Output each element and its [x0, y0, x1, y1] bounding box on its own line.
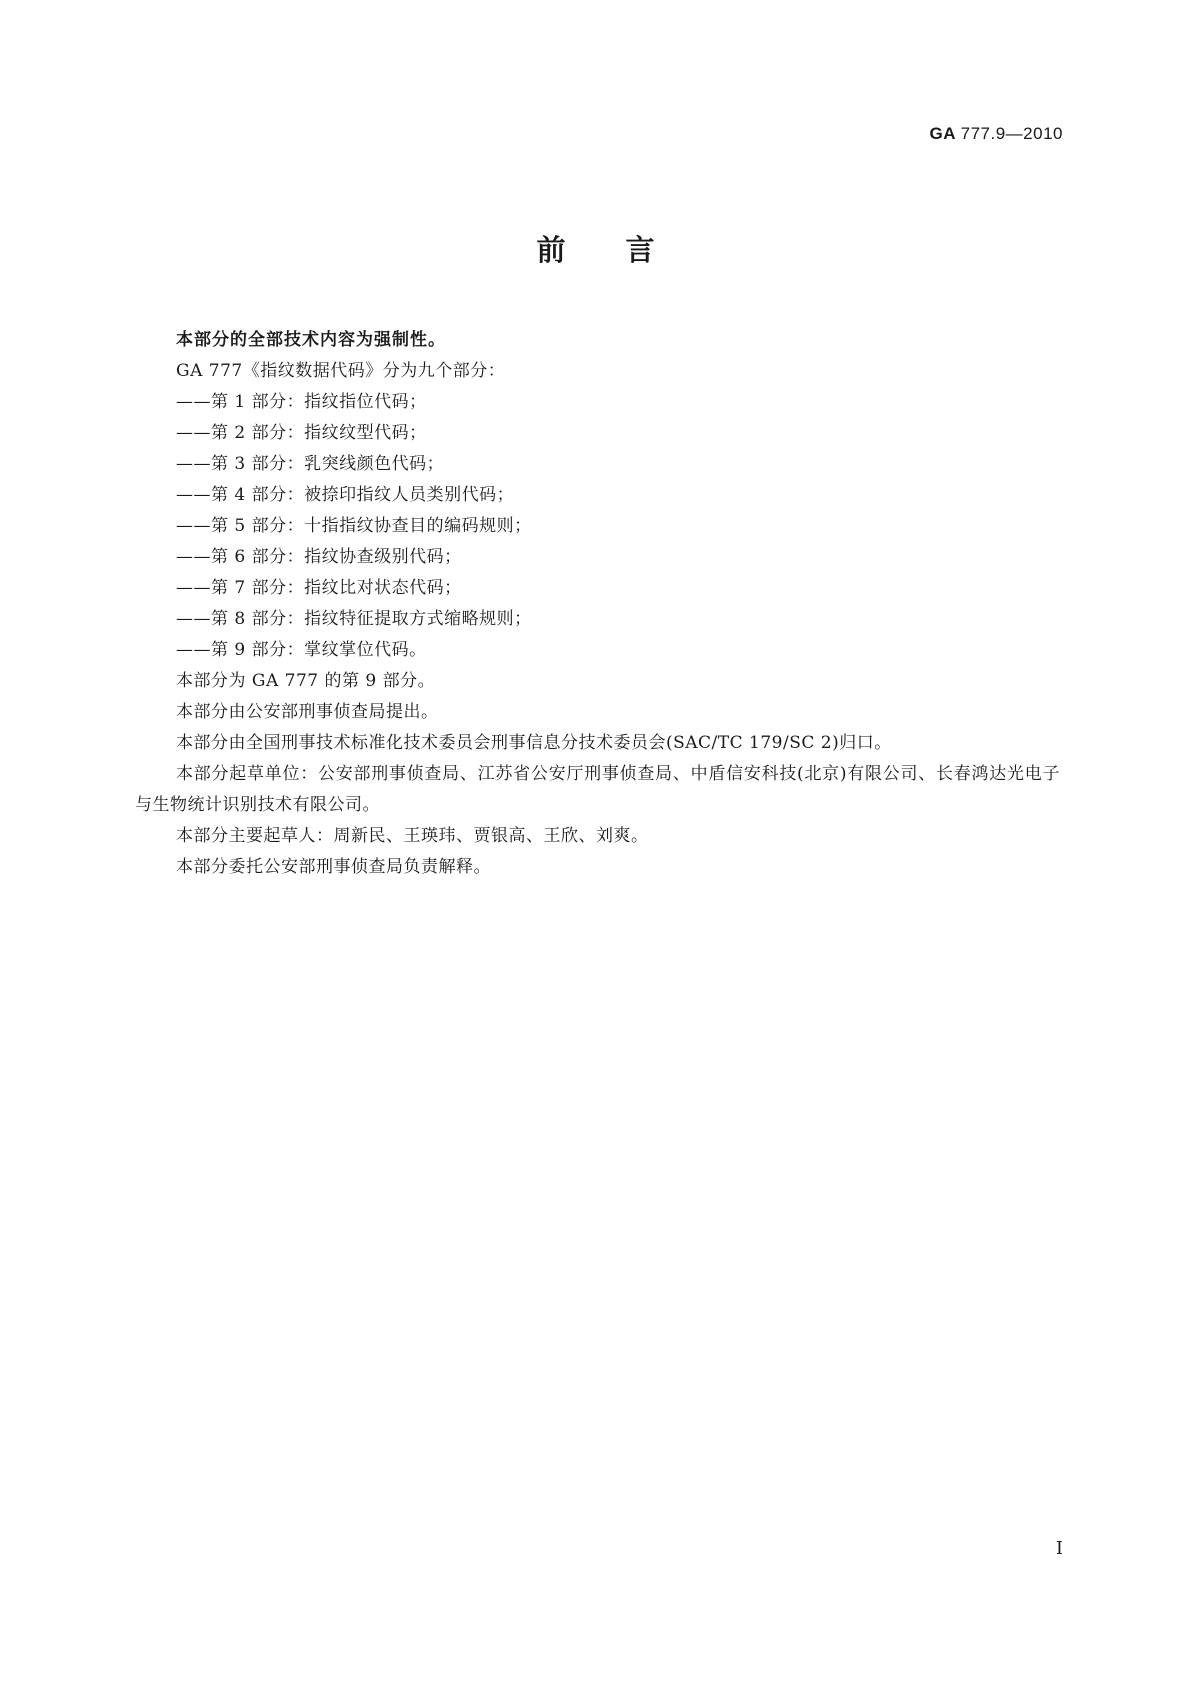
list-item: ——第 8 部分：指纹特征提取方式缩略规则；	[176, 609, 532, 629]
foreword-body	[135, 325, 1060, 883]
list-item: ——第 9 部分：掌纹掌位代码。	[176, 640, 427, 660]
list-item: ——第 4 部分：被捺印指纹人员类别代码；	[176, 485, 515, 505]
standard-prefix: GA	[929, 124, 956, 143]
mandatory-statement: 本部分的全部技术内容为强制性。	[176, 330, 446, 350]
part-statement: 本部分为 GA 777 的第 9 部分。	[176, 671, 436, 691]
standard-number: 777.9—2010	[960, 124, 1063, 143]
interpretation-statement: 本部分委托公安部刑事侦查局负责解释。	[176, 857, 491, 877]
proposer-statement: 本部分由公安部刑事侦查局提出。	[176, 702, 439, 722]
list-item: ——第 2 部分：指纹纹型代码；	[176, 423, 427, 443]
standard-code	[930, 124, 1063, 144]
list-item: ——第 1 部分：指纹指位代码；	[176, 392, 427, 412]
parts-intro: GA 777《指纹数据代码》分为九个部分：	[176, 361, 506, 381]
page-title: 前言	[536, 233, 715, 267]
committee-statement: 本部分由全国刑事技术标准化技术委员会刑事信息分技术委员会(SAC/TC 179/SC 2)归口。	[176, 733, 892, 753]
drafting-units: 本部分起草单位：公安部刑事侦查局、江苏省公安厅刑事侦查局、中盾信安科技(北京)有限公司、长春鸿达光电子与生物统计识别技术有限公司。	[135, 764, 1060, 815]
drafters: 本部分主要起草人：周新民、王瑛玮、贾银高、王欣、刘爽。	[176, 826, 649, 846]
list-item: ——第 5 部分：十指指纹协查目的编码规则；	[176, 516, 532, 536]
page-number: I	[1055, 1538, 1063, 1559]
list-item: ——第 6 部分：指纹协查级别代码；	[176, 547, 462, 567]
list-item: ——第 7 部分：指纹比对状态代码；	[176, 578, 462, 598]
list-item: ——第 3 部分：乳突线颜色代码；	[176, 454, 445, 474]
